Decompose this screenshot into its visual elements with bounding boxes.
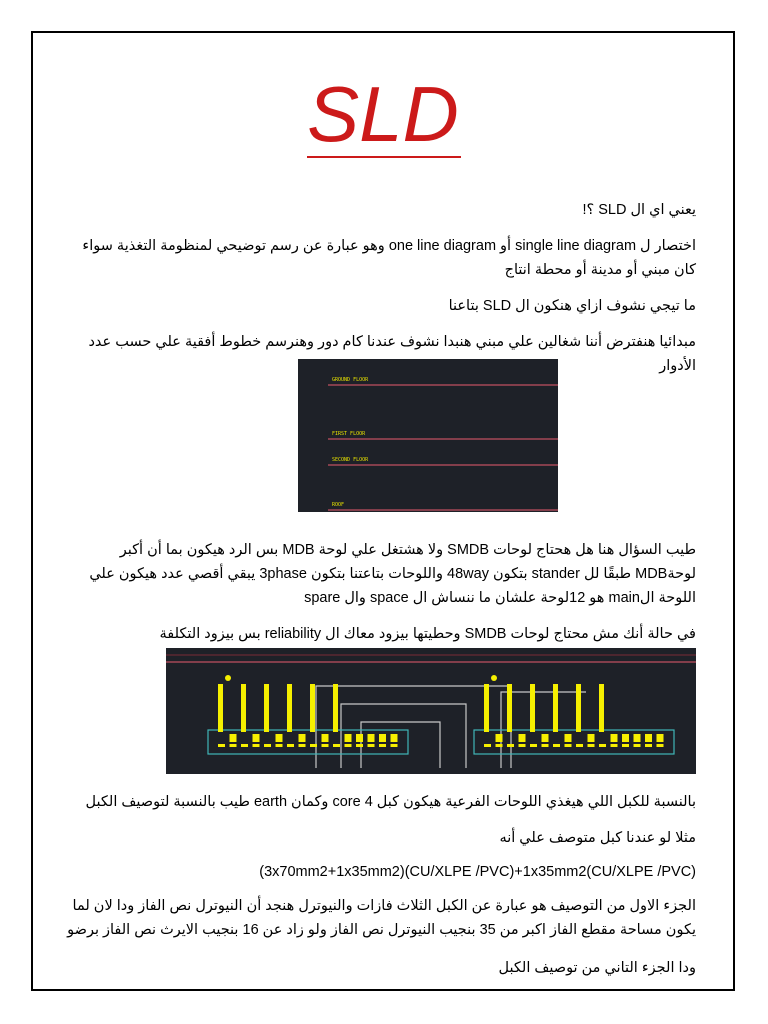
breaker [276,734,283,742]
breaker [379,734,386,742]
breaker-terminal [645,744,652,747]
breaker-terminal [576,744,583,747]
breaker-terminal [391,744,398,747]
breaker-terminal [310,744,317,747]
floor-lines-drawing [298,359,558,512]
breaker [634,734,641,742]
breaker [356,734,363,742]
breaker [322,734,329,742]
paragraph-cable: بالنسبة للكبل اللي هيغذي اللوحات الفرعية هيكون كبل 4 core وكمان earth طيب بالنسبة لتوصيف الكبل [85,794,696,810]
breaker-terminal [530,744,537,747]
breaker [333,684,338,732]
breaker [599,684,604,732]
breaker-terminal [299,744,306,747]
breaker [310,684,315,732]
paragraph-floors: مبدائيا هنفترض أننا شغالين علي مبني هنبدا نشوف عندنا كام دور وهنرسم خطوط أفقية علي حسب عدد الأدوار [88,334,696,374]
breaker [287,684,292,732]
breaker [657,734,664,742]
panel-feeder-node [225,675,231,681]
paragraph-definition: اختصار ل single line diagram أو one line diagram وهو عبارة عن رسم توضيحي لمنظومة التغذية سواء كان مبني أو مدينة أو محطة انتاج [82,238,696,278]
breaker-terminal [565,744,572,747]
breaker-terminal [218,744,225,747]
breaker-terminal [264,744,271,747]
paragraph-example: مثلا لو عندنا كبل متوصف علي أنه [499,830,696,846]
paragraph-reliability: في حالة أنك مش محتاج لوحات SMDB وحطيتها بيزود معاك ال reliability بس بيزود التكلفة [159,626,696,642]
paragraph-intro: ما تيجي نشوف ازاي هنكون ال SLD بتاعنا [448,298,696,314]
breaker [299,734,306,742]
smdb-panels-drawing [166,648,696,774]
breaker [622,734,629,742]
breaker [519,734,526,742]
breaker-terminal [519,744,526,747]
breaker-terminal [622,744,629,747]
breaker-terminal [368,744,375,747]
floor-label: SECOND FLOOR [332,457,369,463]
paragraph-question: يعني اي ال SLD ؟! [582,202,696,218]
breaker [484,684,489,732]
breaker [230,734,237,742]
breaker [391,734,398,742]
breaker-terminal [241,744,248,747]
breaker [264,684,269,732]
title-text: SLD [307,70,459,158]
breaker [588,734,595,742]
breaker-terminal [276,744,283,747]
breaker-terminal [634,744,641,747]
breaker-terminal [253,744,260,747]
breaker [507,684,512,732]
breaker-terminal [611,744,618,747]
breaker-terminal [322,744,329,747]
breaker-terminal [657,744,664,747]
panel-feeder-node [491,675,497,681]
breaker-terminal [599,744,606,747]
floor-label: FIRST FLOOR [332,431,366,437]
breaker-terminal [379,744,386,747]
breaker-terminal [588,744,595,747]
breaker-terminal [496,744,503,747]
breaker-terminal [345,744,352,747]
breaker [496,734,503,742]
breaker [368,734,375,742]
breaker-terminal [484,744,491,747]
breaker [611,734,618,742]
paragraph-neutral: الجزء الاول من التوصيف هو عبارة عن الكبل الثلاث فازات والنيوترل هنجد أن النيوترل نص الفاز ودا لان لما يكون مساحة مقطع الفاز اكبر من 35 بنجيب النيوترل نص الفاز ولو زاد عن 16 بنجيب الايرث نص الفاز برضو [67,898,696,938]
breaker [345,734,352,742]
floor-label: GROUND FLOOR [332,377,369,383]
page-title [0,72,768,158]
cable-spec: (3x70mm2+1x35mm2)(CU/XLPE /PVC)+1x35mm2(CU/XLPE /PVC) [259,864,696,880]
breaker-terminal [287,744,294,747]
breaker-terminal [507,744,514,747]
breaker [542,734,549,742]
breaker-terminal [356,744,363,747]
floor-label: ROOF [332,502,345,508]
paragraph-second-part: ودا الجزء التاني من توصيف الكبل [498,960,696,976]
breaker [565,734,572,742]
breaker [241,684,246,732]
breaker [553,684,558,732]
breaker-terminal [230,744,237,747]
breaker [530,684,535,732]
breaker [576,684,581,732]
paragraph-smdb-question: طيب السؤال هنا هل هحتاج لوحات SMDB ولا هشتغل علي لوحة MDB بس الرد هيكون بما أن أكبر لوحةMDB طبقًا لل stander بتكون 48way واللوحات بتاعتنا بتكون 3phase يبقي أقصي عدد هيكون علي اللوحة الmain هو 12لوحة علشان ما ننساش ال space وال spare [89,542,696,606]
breaker [218,684,223,732]
breaker-terminal [333,744,340,747]
breaker-terminal [553,744,560,747]
breaker [253,734,260,742]
breaker-terminal [542,744,549,747]
breaker [645,734,652,742]
